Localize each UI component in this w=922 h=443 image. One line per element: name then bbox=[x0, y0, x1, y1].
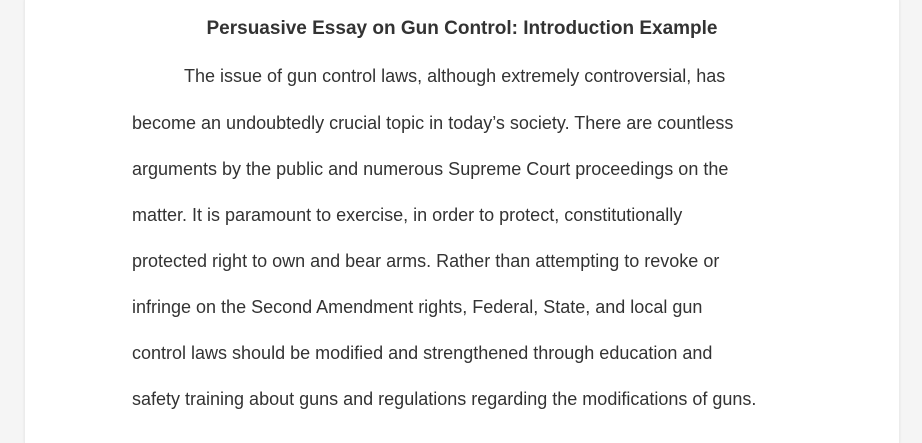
paragraph-line: The issue of gun control laws, although extremely controversial, has bbox=[184, 66, 726, 86]
essay-page bbox=[24, 0, 900, 443]
paragraph-line: safety training about guns and regulations regarding the modifications of guns. bbox=[132, 389, 757, 409]
essay-title: Persuasive Essay on Gun Control: Introduction Example bbox=[206, 18, 718, 39]
paragraph-line: arguments by the public and numerous Supreme Court proceedings on the bbox=[132, 159, 729, 179]
paragraph-line: become an undoubtedly crucial topic in today’s society. There are countless bbox=[132, 113, 734, 133]
paragraph-line: control laws should be modified and strengthened through education and bbox=[132, 343, 713, 363]
paragraph-line: protected right to own and bear arms. Rather than attempting to revoke or bbox=[132, 251, 720, 271]
paragraph-line: matter. It is paramount to exercise, in order to protect, constitutionally bbox=[132, 205, 683, 225]
paragraph-line: infringe on the Second Amendment rights, Federal, State, and local gun bbox=[132, 297, 703, 317]
